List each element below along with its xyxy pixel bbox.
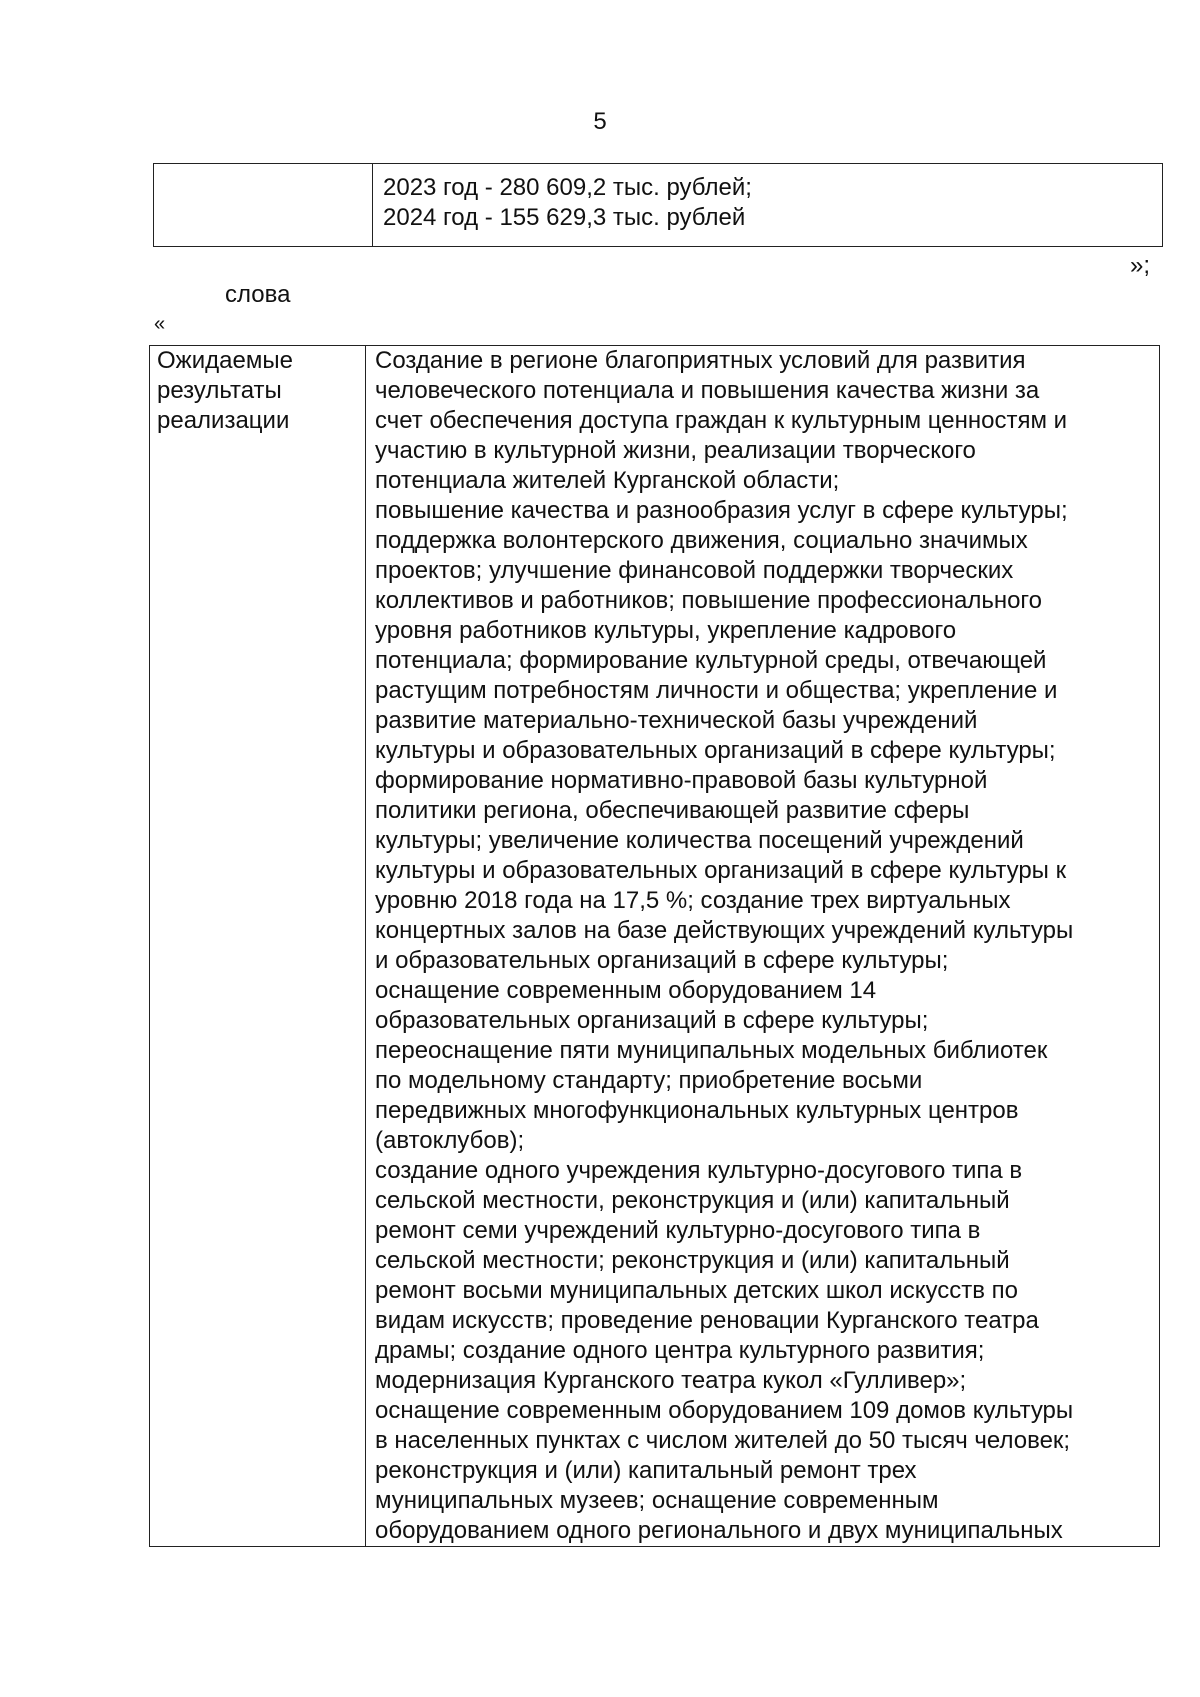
- results-text-line: оборудованием одного регионального и двух муниципальных: [375, 1517, 1063, 1544]
- page-number: 5: [593, 108, 607, 135]
- label-line: результаты: [157, 377, 282, 404]
- results-text-line: (автоклубов);: [375, 1127, 525, 1154]
- results-text-line: участию в культурной жизни, реализации творческого: [375, 437, 976, 464]
- results-text-line: переоснащение пяти муниципальных модельных библиотек: [375, 1037, 1048, 1064]
- results-text-line: муниципальных музеев; оснащение современным: [375, 1487, 939, 1514]
- results-text-line: образовательных организаций в сфере культуры;: [375, 1007, 929, 1034]
- results-text-line: сельской местности; реконструкция и (или) капитальный: [375, 1247, 1010, 1274]
- results-text-line: по модельному стандарту; приобретение восьми: [375, 1067, 923, 1094]
- table-row: [154, 164, 1163, 247]
- intro-word: слова: [225, 281, 291, 308]
- results-text-line: и образовательных организаций в сфере культуры;: [375, 947, 949, 974]
- funding-line-2023: 2023 год - 280 609,2 тыс. рублей;: [383, 174, 752, 201]
- results-text-line: потенциала жителей Курганской области;: [375, 467, 840, 494]
- results-text-line: передвижных многофункциональных культурных центров: [375, 1097, 1019, 1124]
- results-text-line: концертных залов на базе действующих учреждений культуры: [375, 917, 1074, 944]
- results-text-line: оснащение современным оборудованием 14: [375, 977, 877, 1004]
- results-text-line: счет обеспечения доступа граждан к культурным ценностям и: [375, 407, 1068, 434]
- table-row: [150, 346, 1160, 1547]
- results-text-line: ремонт семи учреждений культурно-досугового типа в: [375, 1217, 981, 1244]
- expected-results-label-cell: [150, 346, 366, 1547]
- results-text-line: проектов; улучшение финансовой поддержки творческих: [375, 557, 1014, 584]
- results-text-line: оснащение современным оборудованием 109 домов культуры: [375, 1397, 1074, 1424]
- funding-years-cell: [373, 164, 1163, 247]
- results-text-line: потенциала; формирование культурной среды, отвечающей: [375, 647, 1047, 674]
- results-text-line: коллективов и работников; повышение профессионального: [375, 587, 1042, 614]
- results-text-line: видам искусств; проведение реновации Курганского театра: [375, 1307, 1039, 1334]
- label-line: Ожидаемые: [157, 347, 293, 374]
- results-text-line: поддержка волонтерского движения, социально значимых: [375, 527, 1028, 554]
- results-text-line: культуры и образовательных организаций в сфере культуры к: [375, 857, 1067, 884]
- results-text-line: культуры; увеличение количества посещений учреждений: [375, 827, 1024, 854]
- closing-quote: »;: [1130, 252, 1151, 279]
- results-text-line: повышение качества и разнообразия услуг в сфере культуры;: [375, 497, 1068, 524]
- expected-results-table: [149, 345, 1160, 1547]
- results-text-line: формирование нормативно-правовой базы культурной: [375, 767, 988, 794]
- results-text-line: уровня работников культуры, укрепление кадрового: [375, 617, 957, 644]
- results-text-line: растущим потребностям личности и общества; укрепление и: [375, 677, 1058, 704]
- results-text-line: драмы; создание одного центра культурного развития;: [375, 1337, 985, 1364]
- funding-table-fragment: [153, 163, 1163, 247]
- results-text-line: модернизация Курганского театра кукол «Гулливер»;: [375, 1367, 967, 1394]
- results-text-line: культуры и образовательных организаций в сфере культуры;: [375, 737, 1056, 764]
- results-text-line: политики региона, обеспечивающей развитие сферы: [375, 797, 970, 824]
- results-text-line: человеческого потенциала и повышения качества жизни за: [375, 377, 1040, 404]
- results-text-line: в населенных пунктах с числом жителей до 50 тысяч человек;: [375, 1427, 1071, 1454]
- funding-line-2024: 2024 год - 155 629,3 тыс. рублей: [383, 204, 746, 231]
- results-text-line: Создание в регионе благоприятных условий для развития: [375, 347, 1026, 374]
- results-text-line: уровню 2018 года на 17,5 %; создание трех виртуальных: [375, 887, 1011, 914]
- label-line: реализации: [157, 407, 290, 434]
- results-text-line: создание одного учреждения культурно-досугового типа в: [375, 1157, 1023, 1184]
- results-text-line: сельской местности, реконструкция и (или) капитальный: [375, 1187, 1010, 1214]
- results-text-line: реконструкция и (или) капитальный ремонт трех: [375, 1457, 917, 1484]
- results-text-line: развитие материально-технической базы учреждений: [375, 707, 978, 734]
- empty-label-cell: [154, 164, 373, 247]
- opening-quote: «: [154, 313, 166, 335]
- results-text-line: ремонт восьми муниципальных детских школ искусств по: [375, 1277, 1018, 1304]
- expected-results-text-cell: [366, 346, 1160, 1547]
